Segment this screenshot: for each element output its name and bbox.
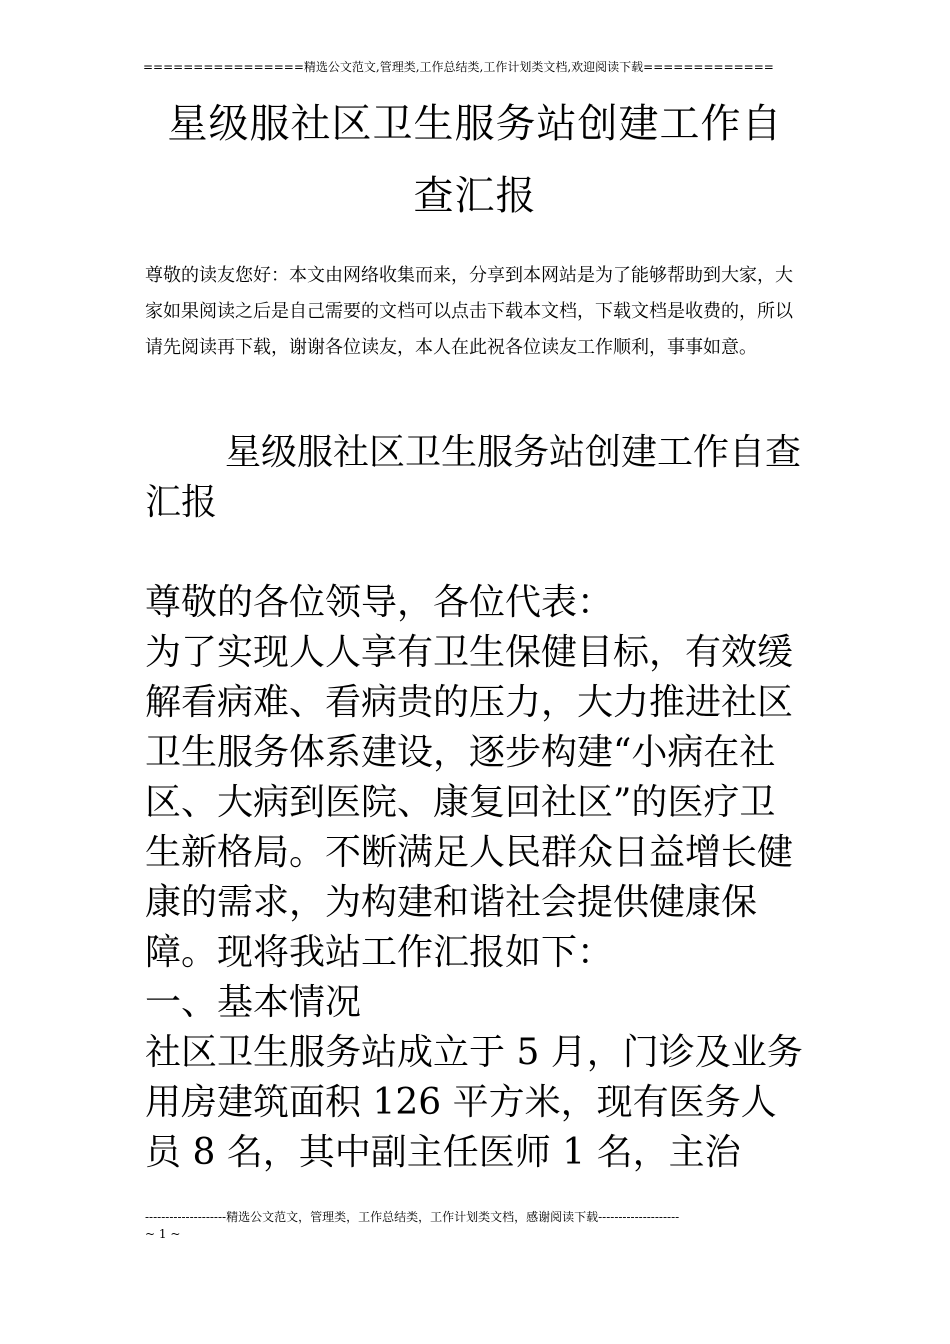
document-title-line-2: 查汇报: [413, 173, 537, 219]
body-subtitle: 星级服社区卫生服务站创建工作自查汇报: [145, 432, 802, 523]
greeting: 尊敬的各位领导，各位代表：: [145, 582, 614, 623]
section-heading-basic-info: 一、基本情况: [145, 982, 362, 1023]
body-paragraph-1: 为了实现人人享有卫生保健目标，有效缓解看病难、看病贵的压力，大力推进社区卫生服务体系建设，逐步构建“小病在社区、大病到医院、康复回社区”的医疗卫生新格局。不断满足人民群众日益增长健康的需求，为构建和谐社会提供健康保障。现将我站工作汇报如下：: [145, 632, 794, 973]
document-title-line-1: 星级服社区卫生服务站创建工作自: [167, 101, 783, 147]
page-number: ~ 1 ~: [145, 1227, 181, 1241]
body-paragraph-2: 社区卫生服务站成立于 5 月，门诊及业务用房建筑面积 126 平方米，现有医务人员 8 名，其中副主任医师 1 名，主治: [145, 1032, 803, 1173]
header-banner: ================精选公文范文,管理类,工作总结类,工作计划类文档,欢迎阅读下载=============: [143, 60, 774, 74]
document-title: [140, 88, 810, 232]
footer-banner: --------------------精选公文范文，管理类，工作总结类，工作计划类文档，感谢阅读下载--------------------: [145, 1210, 680, 1224]
document-body: [145, 428, 810, 1178]
paragraph-spacer: [145, 528, 810, 578]
reader-notice: 尊敬的读友您好：本文由网络收集而来，分享到本网站是为了能够帮助到大家，大家如果阅读之后是自己需要的文档可以点击下载本文档，下载文档是收费的，所以请先阅读再下载，谢谢各位读友，本人在此祝各位读友工作顺利，事事如意。: [145, 265, 793, 358]
